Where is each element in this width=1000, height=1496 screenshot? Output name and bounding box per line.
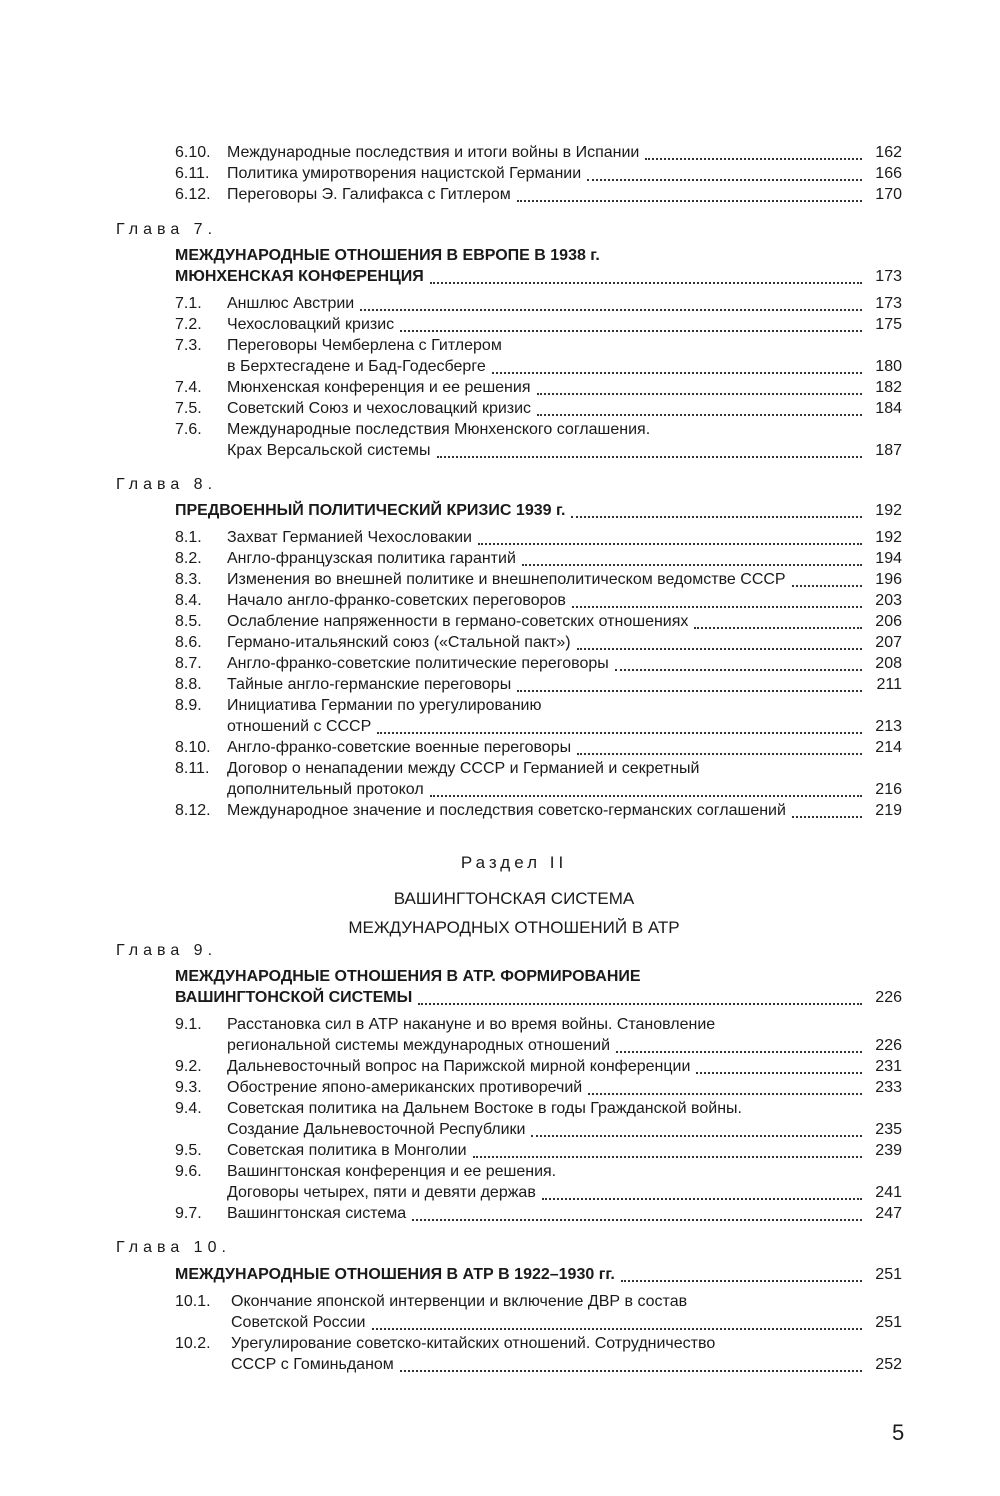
entry-number: 7.2. <box>175 316 202 333</box>
entry-title: Англо-французская политика гарантий <box>227 550 516 567</box>
toc-entry-continued <box>175 1182 902 1204</box>
entry-number: 10.2. <box>175 1335 211 1352</box>
entry-title: Начало англо-франко-советских переговоров <box>227 592 566 609</box>
toc-entry <box>175 611 902 633</box>
chapter-label: Глава 8. <box>116 476 218 493</box>
entry-title: Вашингтонская конференция и ее решения. <box>227 1163 557 1180</box>
section-label: Раздел II <box>460 853 568 872</box>
toc-entry <box>175 142 902 164</box>
entry-page: 180 <box>875 358 902 375</box>
entry-title: Ослабление напряженности в германо-советских отношениях <box>227 613 689 630</box>
entry-number: 9.4. <box>175 1100 202 1117</box>
page-number: 5 <box>892 1420 905 1445</box>
toc-entry-continued <box>175 1312 902 1334</box>
toc-entry-continued <box>175 440 902 462</box>
entry-page: 175 <box>875 316 902 333</box>
chapter-label: Глава 9. <box>116 942 218 959</box>
section-title: ВАШИНГТОНСКАЯ СИСТЕМА <box>393 889 635 908</box>
entry-number: 9.5. <box>175 1142 202 1159</box>
toc-entry <box>175 398 902 420</box>
entry-page: 182 <box>875 379 902 396</box>
entry-page: 239 <box>875 1142 902 1159</box>
entry-title: Урегулирование советско-китайских отношений. Сотрудничество <box>231 1335 716 1352</box>
entry-number: 8.6. <box>175 634 202 651</box>
entry-page: 211 <box>876 676 902 693</box>
entry-title: Вашингтонская система <box>227 1205 407 1222</box>
toc-entry <box>175 632 902 654</box>
toc-entry <box>175 163 902 185</box>
entry-page: 247 <box>875 1205 902 1222</box>
entry-page: 216 <box>875 781 902 798</box>
entry-title: Международное значение и последствия советско-германских соглашений <box>227 802 786 819</box>
entry-page: 233 <box>875 1079 902 1096</box>
entry-title: Советская политика на Дальнем Востоке в годы Гражданской войны. <box>227 1100 742 1117</box>
entry-number: 8.12. <box>175 802 211 819</box>
chapter-title-line: МЕЖДУНАРОДНЫЕ ОТНОШЕНИЯ В ЕВРОПЕ В 1938 г. <box>175 247 600 264</box>
entry-title: СССР с Гоминьданом <box>231 1356 394 1373</box>
entry-number: 8.1. <box>175 529 202 546</box>
toc-entry <box>175 293 902 315</box>
chapter-title <box>175 966 902 988</box>
toc-entry-continued <box>175 1035 902 1057</box>
toc-entry <box>175 419 902 441</box>
entry-title: Расстановка сил в АТР накануне и во время войны. Становление <box>227 1016 716 1033</box>
entry-page: 214 <box>875 739 902 756</box>
entry-number: 6.12. <box>175 186 211 203</box>
entry-page: 252 <box>875 1356 902 1373</box>
chapter-label: Глава 10. <box>116 1239 231 1256</box>
entry-page: 187 <box>875 442 902 459</box>
entry-number: 7.3. <box>175 337 202 354</box>
entry-page: 241 <box>875 1184 902 1201</box>
chapter-title-line: МЕЖДУНАРОДНЫЕ ОТНОШЕНИЯ В АТР В 1922–1930 гг. <box>175 1266 615 1283</box>
toc-entry <box>175 1161 902 1183</box>
toc-entry-continued <box>175 356 902 378</box>
entry-number: 7.5. <box>175 400 202 417</box>
chapter-label: Глава 7. <box>116 221 218 238</box>
entry-title: Договоры четырех, пяти и девяти держав <box>227 1184 536 1201</box>
entry-number: 7.6. <box>175 421 202 438</box>
entry-number: 8.2. <box>175 550 202 567</box>
toc-entry <box>175 1098 902 1120</box>
entry-page: 162 <box>875 144 902 161</box>
entry-page: 173 <box>875 295 902 312</box>
entry-title: Переговоры Чемберлена с Гитлером <box>227 337 502 354</box>
section-title: МЕЖДУНАРОДНЫХ ОТНОШЕНИЙ В АТР <box>348 918 680 937</box>
toc-entry <box>175 335 902 357</box>
entry-page: 231 <box>875 1058 902 1075</box>
entry-page: 166 <box>875 165 902 182</box>
entry-title: Советский Союз и чехословацкий кризис <box>227 400 532 417</box>
chapter-title-line: МЕЖДУНАРОДНЫЕ ОТНОШЕНИЯ В АТР. ФОРМИРОВАНИЕ <box>175 968 641 985</box>
entry-page: 203 <box>875 592 902 609</box>
entry-page: 219 <box>875 802 902 819</box>
entry-number: 6.10. <box>175 144 211 161</box>
toc-entry <box>175 184 902 206</box>
entry-title: Инициатива Германии по урегулированию <box>227 697 542 714</box>
entry-title: Международные последствия и итоги войны в Испании <box>227 144 640 161</box>
chapter-title-line: ВАШИНГТОНСКОЙ СИСТЕМЫ <box>175 989 413 1006</box>
toc-entry <box>175 800 902 822</box>
toc-entry <box>175 1291 902 1313</box>
entry-title: Окончание японской интервенции и включение ДВР в состав <box>231 1293 688 1310</box>
entry-number: 7.1. <box>175 295 202 312</box>
entry-title: Обострение японо-американских противоречий <box>227 1079 583 1096</box>
entry-page: 251 <box>875 1314 902 1331</box>
toc-entry <box>175 314 902 336</box>
entry-number: 8.9. <box>175 697 202 714</box>
entry-title: Крах Версальской системы <box>227 442 431 459</box>
entry-page: 194 <box>875 550 902 567</box>
entry-title: Дальневосточный вопрос на Парижской мирной конференции <box>227 1058 691 1075</box>
entry-page: 170 <box>875 186 902 203</box>
entry-title: Англо-франко-советские политические переговоры <box>227 655 609 672</box>
chapter-title-line: ПРЕДВОЕННЫЙ ПОЛИТИЧЕСКИЙ КРИЗИС 1939 г. <box>175 502 566 519</box>
entry-title: Международные последствия Мюнхенского соглашения. <box>227 421 651 438</box>
entry-title: Чехословацкий кризис <box>227 316 395 333</box>
chapter-page: 192 <box>875 502 902 519</box>
entry-page: 226 <box>875 1037 902 1054</box>
toc-entry <box>175 1333 902 1355</box>
entry-title: Переговоры Э. Галифакса с Гитлером <box>227 186 511 203</box>
toc-entry <box>175 653 902 675</box>
entry-title: Договор о ненападении между СССР и Германией и секретный <box>227 760 700 777</box>
toc-entry <box>175 1140 902 1162</box>
entry-number: 8.3. <box>175 571 202 588</box>
chapter-page: 173 <box>875 268 902 285</box>
toc-entry <box>175 674 902 696</box>
chapter-title <box>175 266 902 288</box>
entry-number: 9.7. <box>175 1205 202 1222</box>
chapter-title <box>175 245 902 267</box>
toc-entry <box>175 590 902 612</box>
entry-title: Советская политика в Монголии <box>227 1142 467 1159</box>
entry-number: 9.6. <box>175 1163 202 1180</box>
entry-title: Изменения во внешней политике и внешнеполитическом ведомстве СССР <box>227 571 786 588</box>
entry-title: отношений с СССР <box>227 718 372 735</box>
entry-title: Политика умиротворения нацистской Германии <box>227 165 582 182</box>
toc-entry <box>175 737 902 759</box>
entry-title: Мюнхенская конференция и ее решения <box>227 379 531 396</box>
entry-page: 213 <box>875 718 902 735</box>
entry-title: Аншлюс Австрии <box>227 295 355 312</box>
entry-page: 196 <box>875 571 902 588</box>
entry-number: 9.3. <box>175 1079 202 1096</box>
chapter-title <box>175 987 902 1009</box>
entry-title: Тайные англо-германские переговоры <box>227 676 512 693</box>
entry-title: Англо-франко-советские военные переговоры <box>227 739 572 756</box>
toc-entry-continued <box>175 1119 902 1141</box>
toc-entry <box>175 569 902 591</box>
entry-title: дополнительный протокол <box>227 781 424 798</box>
entry-page: 184 <box>875 400 902 417</box>
toc-entry <box>175 1077 902 1099</box>
chapter-title-line: МЮНХЕНСКАЯ КОНФЕРЕНЦИЯ <box>175 268 424 285</box>
chapter-page: 226 <box>875 989 902 1006</box>
entry-page: 206 <box>875 613 902 630</box>
toc-entry-continued <box>175 1354 902 1376</box>
entry-page: 207 <box>875 634 902 651</box>
entry-number: 8.7. <box>175 655 202 672</box>
entry-number: 8.10. <box>175 739 211 756</box>
entry-number: 10.1. <box>175 1293 211 1310</box>
entry-title: Германо-итальянский союз («Стальной пакт») <box>227 634 571 651</box>
entry-number: 8.4. <box>175 592 202 609</box>
toc-entry-continued <box>175 716 902 738</box>
entry-title: региональной системы международных отношений <box>227 1037 611 1054</box>
toc-entry <box>175 1014 902 1036</box>
entry-title: в Берхтесгадене и Бад-Годесберге <box>227 358 486 375</box>
entry-number: 6.11. <box>175 165 210 182</box>
chapter-page: 251 <box>875 1266 902 1283</box>
toc-entry <box>175 527 902 549</box>
entry-number: 7.4. <box>175 379 202 396</box>
entry-page: 208 <box>875 655 902 672</box>
entry-page: 235 <box>875 1121 902 1138</box>
chapter-title <box>175 500 902 522</box>
toc-entry-continued <box>175 779 902 801</box>
entry-number: 9.1. <box>175 1016 202 1033</box>
entry-title: Советской России <box>231 1314 366 1331</box>
entry-number: 9.2. <box>175 1058 202 1075</box>
toc-entry <box>175 1203 902 1225</box>
toc-entry <box>175 695 902 717</box>
toc-entry <box>175 548 902 570</box>
entry-number: 8.8. <box>175 676 202 693</box>
entry-title: Создание Дальневосточной Республики <box>227 1121 526 1138</box>
toc-entry <box>175 758 902 780</box>
entry-number: 8.5. <box>175 613 202 630</box>
entry-number: 8.11. <box>175 760 210 777</box>
toc-entry <box>175 1056 902 1078</box>
entry-title: Захват Германией Чехословакии <box>227 529 472 546</box>
entry-page: 192 <box>875 529 902 546</box>
chapter-title <box>175 1264 902 1286</box>
toc-entry <box>175 377 902 399</box>
